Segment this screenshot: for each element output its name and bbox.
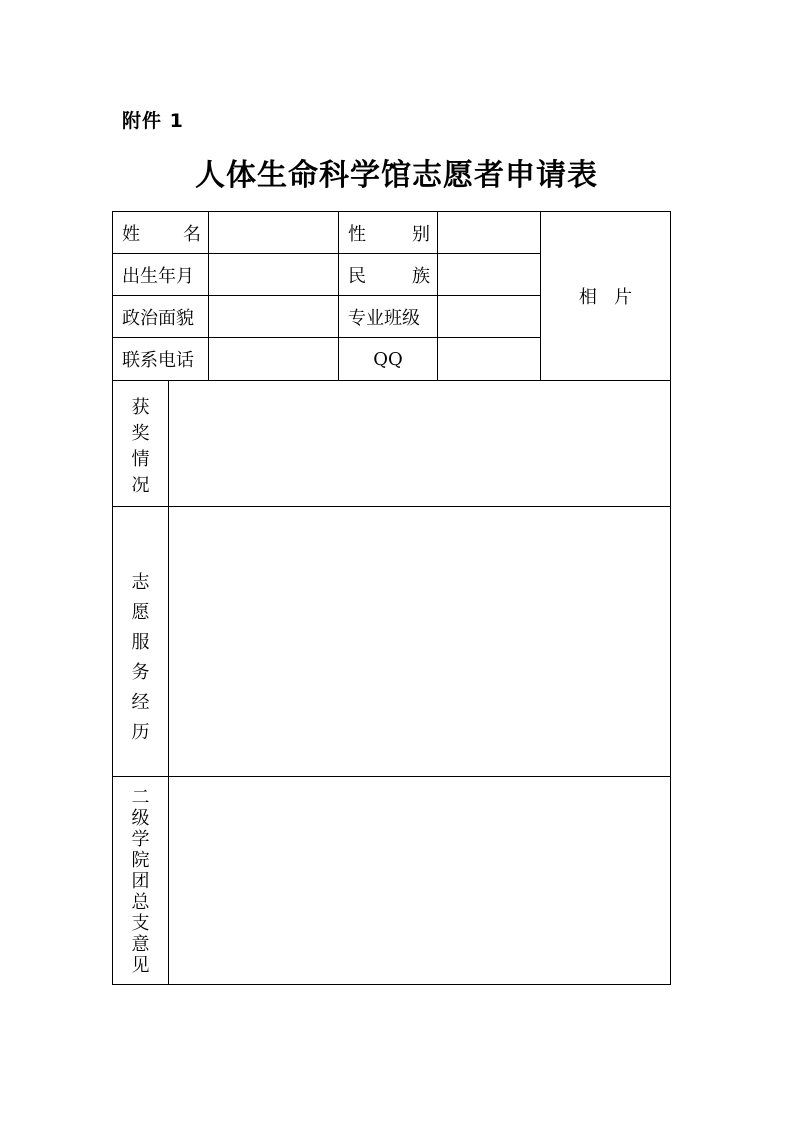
awards-label: 获 奖 情 况 [131, 397, 150, 496]
birth-date-field[interactable] [209, 254, 338, 295]
attachment-label: 附件 1 [122, 110, 184, 132]
name-label: 姓 名 [122, 223, 201, 245]
ethnicity-label: 民 族 [348, 265, 430, 287]
political-status-label: 政治面貌 [122, 307, 194, 329]
table-border-bottom [112, 984, 671, 985]
major-class-label: 专业班级 [348, 307, 420, 329]
gender-label: 性 别 [348, 223, 430, 245]
gender-field[interactable] [438, 212, 540, 253]
major-class-field[interactable] [438, 296, 540, 337]
application-form-table [112, 211, 671, 985]
table-border-right [670, 211, 671, 985]
photo-label: 相 片 [578, 287, 633, 308]
awards-field[interactable] [169, 381, 670, 506]
qq-label: QQ [373, 348, 403, 370]
name-field[interactable] [209, 212, 338, 253]
page-title: 人体生命科学馆志愿者申请表 [195, 158, 598, 193]
birth-date-label: 出生年月 [122, 265, 194, 287]
volunteer-experience-field[interactable] [169, 507, 670, 776]
college-opinion-label: 二 级 学 院 团 总 支 意 见 [131, 787, 150, 976]
qq-field[interactable] [438, 338, 540, 380]
phone-field[interactable] [209, 338, 338, 380]
volunteer-experience-label: 志 愿 服 务 经 历 [131, 572, 150, 743]
college-opinion-field[interactable] [169, 777, 670, 984]
photo-area[interactable] [541, 212, 670, 380]
ethnicity-field[interactable] [438, 254, 540, 295]
phone-label: 联系电话 [122, 350, 194, 371]
political-status-field[interactable] [209, 296, 338, 337]
